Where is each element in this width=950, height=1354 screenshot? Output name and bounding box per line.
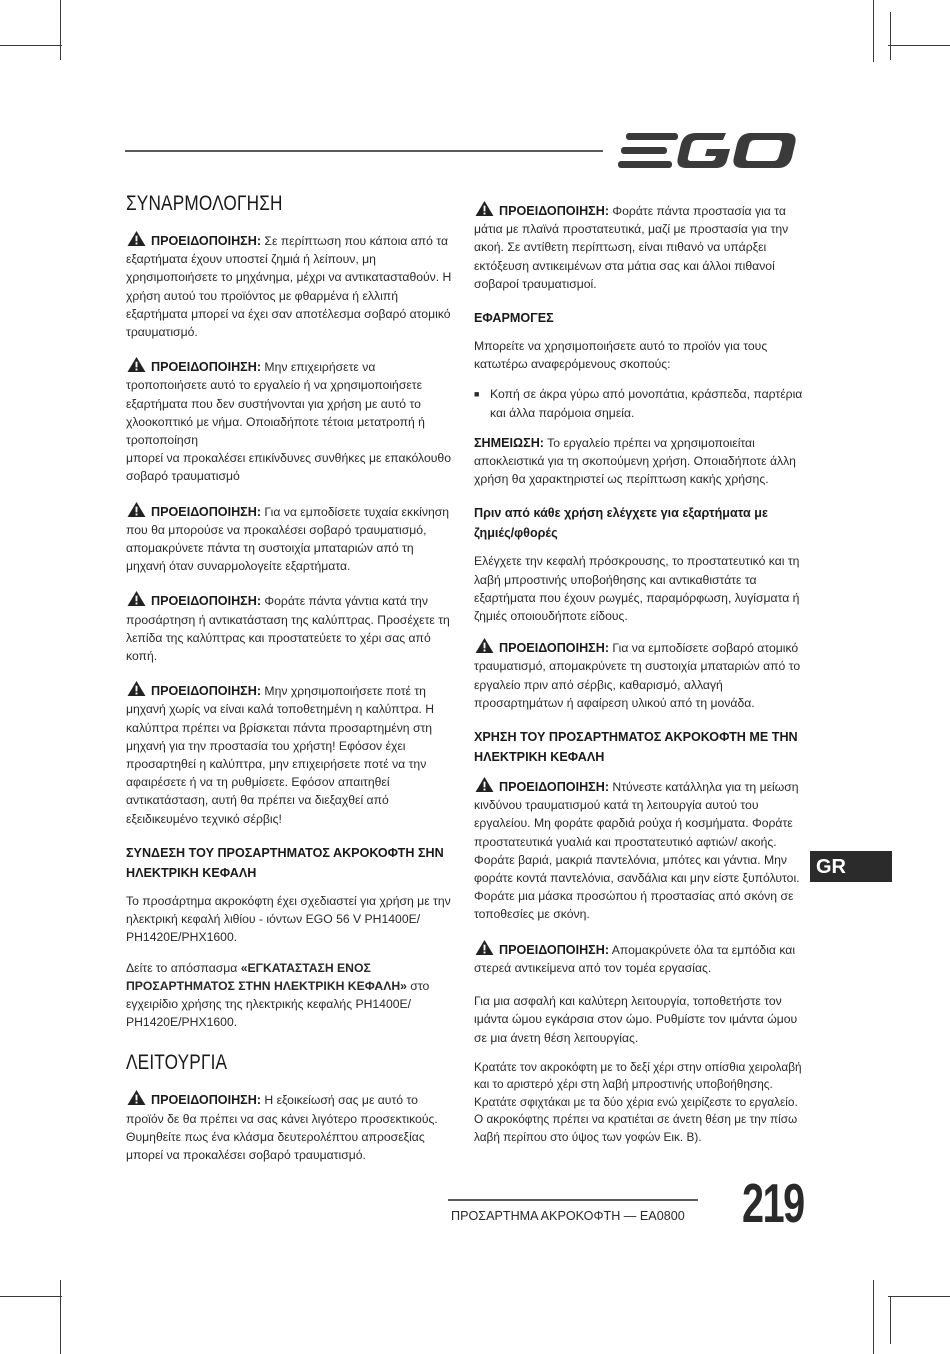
reference-text: Δείτε το απόσπασμα <box>126 960 241 975</box>
warning-text: Φοράτε πάντα γάντια κατά την προσάρτηση ή αντικατάσταση της καλύπτρας. Προσέχετε τη λεπίδα της καλύπτρας και προστατεύετε το χέρι σας από κοπή. <box>126 594 450 664</box>
warning-triangle-icon <box>126 680 147 697</box>
warning-triangle-icon <box>474 939 495 956</box>
warning-label: ΠΡΟΕΙΔΟΠΟΙΗΣΗ: <box>499 942 610 957</box>
list-item-text: Κοπή σε άκρα γύρω από μονοπάτια, κράσπεδα, παρτέρια και άλλα παρόμοια σημεία. <box>490 387 803 420</box>
header-rule <box>125 150 603 152</box>
reference-section-title: «ΕΓΚΑΤΑΣΤΑΣΗ ΕΝΟΣ ΠΡΟΣΑΡΤΗΜΑΤΟΣ ΣΤΗΝ ΗΛΕΚΤΡΙΚΗ ΚΕΦΑΛΗ» <box>126 960 407 993</box>
ego-logo <box>618 130 800 172</box>
page-number: 219 <box>742 1172 804 1234</box>
warning-triangle-icon <box>126 590 147 607</box>
warning-triangle-icon <box>126 1089 147 1106</box>
crop-mark <box>890 1296 891 1344</box>
warning-paragraph <box>126 680 456 828</box>
applications-intro: Μπορείτε να χρησιμοποιήσετε αυτό το προϊόν για τους κατωτέρω αναφερόμενους σκοπούς: <box>474 339 768 372</box>
warning-label: ΠΡΟΕΙΔΟΠΟΙΗΣΗ: <box>151 594 262 609</box>
note-text: Το εργαλείο πρέπει να χρησιμοποιείται αποκλειστικά για τη σκοπούμενη χρήση. Οποιαδήποτε άλλη χρήση θα χαρακτηριστεί ως περίπτωση κακής χρήσης. <box>474 435 796 487</box>
crop-mark <box>60 0 61 60</box>
warning-paragraph <box>126 356 456 485</box>
warning-triangle-icon <box>126 230 147 247</box>
crop-mark <box>888 1296 950 1297</box>
warning-triangle-icon <box>474 776 495 793</box>
right-column <box>474 200 804 1159</box>
warning-label: ΠΡΟΕΙΔΟΠΟΙΗΣΗ: <box>499 204 610 218</box>
warning-text: Για να εμποδίσετε σοβαρό ατομικό τραυματισμό, απομακρύνετε τη συστοιχία μπαταριών από το εργαλείο πριν από σέρβις, καθαρισμό, αλλαγή προσαρτημάτων ή αφαίρεση υλικού από τη μονάδα. <box>474 641 801 710</box>
warning-label: ΠΡΟΕΙΔΟΠΟΙΗΣΗ: <box>499 641 610 656</box>
check-paragraph: Ελέγχετε την κεφαλή πρόσκρουσης, το προστατευτικό και τη λαβή μπροστινής υποβοήθησης και αντικαθιστάτε τα εξαρτήματα που έχουν ρωγμές, παραμόρφωση, λυγίσματα ή ζημιές οποιουδήποτε είδους. <box>474 554 800 624</box>
crop-mark <box>888 45 950 46</box>
connect-heading: ΣΥΝΔΕΣΗ ΤΟΥ ΠΡΟΣΑΡΤΗΜΑΤΟΣ ΑΚΡΟΚΟΦΤΗ ΣΗΝ ΗΛΕΚΤΡΙΚΗ ΚΕΦΑΛΗ <box>126 845 444 880</box>
warning-paragraph <box>126 501 456 576</box>
use-heading: ΧΡΗΣΗ ΤΟΥ ΠΡΟΣΑΡΤΗΜΑΤΟΣ ΑΚΡΟΚΟΦΤΗ ΜΕ ΤΗΝ ΗΛΕΚΤΡΙΚΗ ΚΕΦΑΛΗ <box>474 730 798 765</box>
footer-text: ΠΡΟΣΑΡΤΗΜΑ ΑΚΡΟΚΟΦΤΗ — EA0800 <box>451 1209 685 1223</box>
connect-paragraph: Το προσάρτημα ακροκόφτη έχει σχεδιαστεί για χρήση με την ηλεκτρική κεφαλή λιθίου - ιόντων EGO 56 V PH1400E/ PH1420E/PHX1600. <box>126 893 451 945</box>
hold-paragraph: Κρατάτε τον ακροκόφτη με το δεξί χέρι στην οπίσθια χειρολαβή και το αριστερό χέρι στη λαβή μπροστινής υποβοήθησης. Κρατάτε σφιχτάκαι με τα δύο χέρια ενώ χειρίζεστε το εργαλείο. Ο ακροκόφτης πρέπει να κρατιέται σε άνετη θέση με την πίσω λαβή περίπου στο ύψος των γοφών Εικ. Β). <box>474 1059 802 1145</box>
warning-text-continued: μπορεί να προκαλέσει επικίνδυνες συνθήκες με επακόλουθο σοβαρό τραυματισμό <box>126 451 451 484</box>
warning-paragraph <box>474 200 804 293</box>
warning-triangle-icon <box>126 501 147 518</box>
crop-mark <box>890 12 891 60</box>
assembly-title: ΣΥΝΑΡΜΟΛΟΓΗΣΗ <box>126 192 283 215</box>
warning-triangle-icon <box>474 637 495 654</box>
warning-label: ΠΡΟΕΙΔΟΠΟΙΗΣΗ: <box>151 684 262 699</box>
warning-paragraph <box>474 939 804 977</box>
left-column <box>126 192 456 1179</box>
warning-triangle-icon <box>126 356 147 373</box>
check-heading: Πριν από κάθε χρήση ελέγχετε για εξαρτήματα με ζημιές/φθορές <box>474 506 768 541</box>
note-paragraph <box>474 434 804 489</box>
warning-label: ΠΡΟΕΙΔΟΠΟΙΗΣΗ: <box>499 780 610 795</box>
warning-text: Ντύνεστε κατάλληλα για τη μείωση κινδύνου τραυματισμού κατά τη λειτουργία αυτού του εργαλείου. Μη φοράτε φαρδιά ρούχα ή κοσμήματα. Φοράτε προστατευτικά γυαλιά και προστατευτικό αφτιών/ ακοής. Φοράτε βαριά, μακριά παντελόνια, μπότες και γάντια. Μην φοράτε κοντά παντελόνια, σανδάλια και μην είστε ξυπόλυτοι. Φοράτε μια μάσκα προσώπου ή προστασίας από σκόνη σε τοποθεσίες με σκόνη. <box>474 780 800 922</box>
warning-text: Η εξοικείωσή σας με αυτό το προϊόν δε θα πρέπει να σας κάνει λιγότερο προσεκτικούς. Θυμηθείτε πως ένα κλάσμα δευτερολέπτου απροσεξίας μπορεί να προκαλέσει σοβαρό τραυματισμό. <box>126 1093 438 1162</box>
warning-label: ΠΡΟΕΙΔΟΠΟΙΗΣΗ: <box>151 1093 262 1108</box>
connect-reference-paragraph <box>126 959 456 1032</box>
language-tab-label: GR <box>816 856 846 878</box>
note-label: ΣΗΜΕΙΩΣΗ: <box>474 435 544 450</box>
strap-paragraph: Για μια ασφαλή και καλύτερη λειτουργία, τοποθετήστε τον ιμάντα ώμου εγκάρσια στον ώμο. Ρυθμίστε τον ιμάντα ώμου σε μια άνετη θέση λειτουργίας. <box>474 994 798 1045</box>
warning-text: Σε περίπτωση που κάποια από τα εξαρτήματα έχουν υποστεί ζημιά ή λείπουν, μη χρησιμοποιήσετε το μηχάνημα, μέχρι να αντικατασταθούν. Η χρήση αυτού του προϊόντος με φθαρμένα ή ελλιπή εξαρτήματα μπορεί να έχει σαν αποτέλεσμα σοβαρό ατομικό τραυματισμό. <box>126 234 452 340</box>
bullet-icon: ■ <box>474 389 480 400</box>
list-item <box>474 385 804 421</box>
operation-title: ΛΕΙΤΟΥΡΓΙΑ <box>126 1051 228 1075</box>
warning-text: Απομακρύνετε όλα τα εμπόδια και στερεά αντικείμενα από τον τομέα εργασίας. <box>474 942 796 975</box>
warning-paragraph <box>474 637 804 712</box>
crop-mark <box>873 0 874 62</box>
applications-heading: ΕΦΑΡΜΟΓΕΣ <box>474 311 554 326</box>
reference-text: στο εγχειρίδιο χρήσης της ηλεκτρικής κεφαλής PH1400E/ PH1420E/PHX1600. <box>126 978 430 1030</box>
warning-triangle-icon <box>474 200 495 217</box>
warning-paragraph <box>474 776 804 924</box>
crop-mark <box>873 1280 874 1354</box>
footer-rule <box>448 1199 698 1201</box>
warning-text: Για να εμποδίσετε τυχαία εκκίνηση που θα μπορούσε να προκαλέσει σοβαρό τραυματισμό, απομακρύνετε πάντα τη συστοιχία μπαταριών από τη μηχανή όταν συναρμολογείτε εξαρτήματα. <box>126 504 450 574</box>
warning-paragraph <box>126 1089 456 1164</box>
crop-mark <box>60 1280 61 1354</box>
crop-mark <box>0 45 62 46</box>
warning-paragraph <box>126 590 456 665</box>
warning-label: ΠΡΟΕΙΔΟΠΟΙΗΣΗ: <box>151 504 262 519</box>
crop-mark <box>0 1296 62 1297</box>
warning-text: Μην επιχειρήσετε να τροποποιήσετε αυτό το εργαλείο ή να χρησιμοποιήσετε εξαρτήματα που δεν συστήνονται για χρήση με αυτό το χλοοκοπτικό με νήμα. Οποιαδήποτε τέτοια μετατροπή ή τροποποίηση <box>126 360 425 448</box>
warning-paragraph <box>126 230 456 341</box>
warning-label: ΠΡΟΕΙΔΟΠΟΙΗΣΗ: <box>151 360 262 375</box>
warning-label: ΠΡΟΕΙΔΟΠΟΙΗΣΗ: <box>151 234 262 248</box>
warning-text: Φοράτε πάντα προστασία για τα μάτια με πλαϊνά προστατευτικά, μαζί με προστασία για την ακοή. Σε αντίθετη περίπτωση, είναι πιθανό να υπάρξει εκτόξευση αντικειμένων στα μάτια σας και άλλοι πιθανοί σοβαροί τραυματισμοί. <box>474 204 789 291</box>
warning-text: Μην χρησιμοποιήσετε ποτέ τη μηχανή χωρίς να είναι καλά τοποθετημένη η καλύπτρα. Η καλύπτρα πρέπει να βρίσκεται πάντα προσαρτημένη στη μηχανή για την προστασία του χρήστη! Εφόσον έχει προσαρτηθεί η καλύπτρα, μην επιχειρήσετε ποτέ να την αφαιρέσετε ή να τη ρυθμίσετε. Εφόσον απαιτηθεί αντικατάσταση, αυτή θα πρέπει να διεξαχθεί από εξειδικευμένο τεχνικό σέρβις! <box>126 684 435 826</box>
